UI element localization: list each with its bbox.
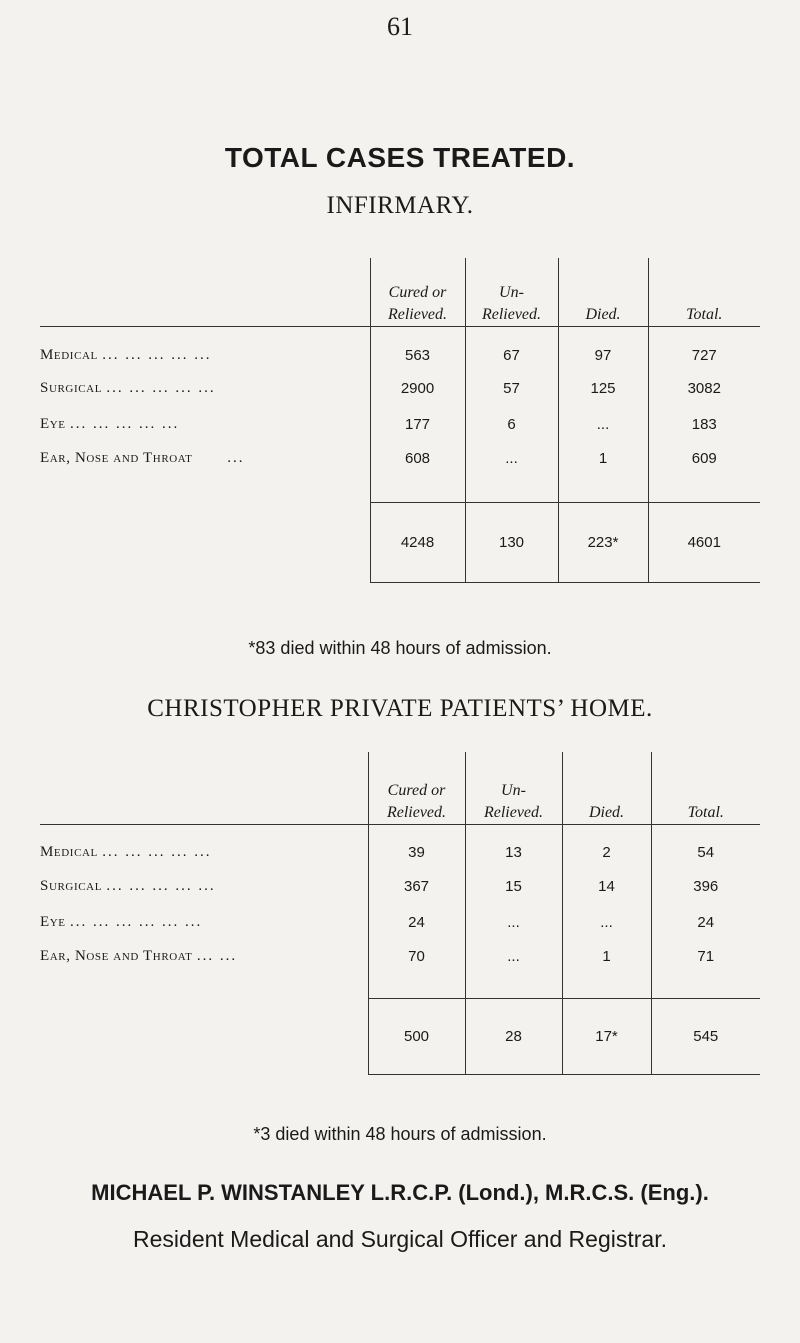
total-total: 4601 xyxy=(648,502,760,582)
cell-total: 396 xyxy=(651,868,760,904)
cell-cured: 367 xyxy=(368,868,465,904)
cell-unrelieved: 13 xyxy=(465,824,562,868)
header-died: Died. xyxy=(562,752,651,824)
page-title: TOTAL CASES TREATED. xyxy=(224,142,576,173)
row-label: Medical xyxy=(40,843,98,860)
cell-cured: 24 xyxy=(368,904,465,940)
cell-unrelieved: 15 xyxy=(465,868,562,904)
cell-cured: 2900 xyxy=(370,370,465,406)
christopher-footnote: *3 died within 48 hours of admission. xyxy=(253,1124,547,1144)
cell-total: 183 xyxy=(648,406,760,442)
total-cured: 500 xyxy=(368,998,465,1074)
table-row: Medical ... ... ... ... ... 39 13 2 54 xyxy=(40,824,760,868)
table-row: Surgical ... ... ... ... ... 367 15 14 396 xyxy=(40,868,760,904)
cell-total: 54 xyxy=(651,824,760,868)
cell-unrelieved: 6 xyxy=(465,406,558,442)
header-blank xyxy=(40,258,370,326)
totals-row xyxy=(40,998,760,1074)
table-row: Eye ... ... ... ... ... ... 24 ... ... 24 xyxy=(40,904,760,940)
table-row: Medical ... ... ... ... ... 563 67 97 727 xyxy=(40,326,760,370)
cell-died: 2 xyxy=(562,824,651,868)
table-row: Surgical ... ... ... ... ... 2900 57 125 3082 xyxy=(40,370,760,406)
cell-cured: 563 xyxy=(370,326,465,370)
cell-died: 97 xyxy=(558,326,648,370)
total-died: 17* xyxy=(562,998,651,1074)
cell-died: ... xyxy=(562,904,651,940)
cell-total: 609 xyxy=(648,442,760,502)
row-label: Surgical xyxy=(40,379,103,396)
signature-name: MICHAEL P. WINSTANLEY L.R.C.P. (Lond.), M.R.C.S. (Eng.). xyxy=(91,1180,709,1205)
infirmary-footnote: *83 died within 48 hours of admission. xyxy=(248,638,552,658)
cell-died: 1 xyxy=(562,940,651,998)
cell-total: 727 xyxy=(648,326,760,370)
table-row: Eye ... ... ... ... ... 177 6 ... 183 xyxy=(40,406,760,442)
cell-unrelieved: 57 xyxy=(465,370,558,406)
cell-died: 1 xyxy=(558,442,648,502)
cell-cured: 70 xyxy=(368,940,465,998)
total-unrelieved: 28 xyxy=(465,998,562,1074)
header-blank xyxy=(40,752,368,824)
christopher-table xyxy=(40,752,760,1075)
cell-unrelieved: ... xyxy=(465,940,562,998)
header-unrelieved: Un- Relieved. xyxy=(465,752,562,824)
infirmary-table xyxy=(40,258,760,583)
row-label: Ear, Nose and Throat xyxy=(40,450,193,466)
cell-unrelieved: ... xyxy=(465,442,558,502)
cell-cured: 39 xyxy=(368,824,465,868)
table-row: Ear, Nose and Throat ... 608 ... 1 609 xyxy=(40,442,760,502)
cell-unrelieved: ... xyxy=(465,904,562,940)
cell-cured: 177 xyxy=(370,406,465,442)
header-died: Died. xyxy=(558,258,648,326)
total-total: 545 xyxy=(651,998,760,1074)
signature-role: Resident Medical and Surgical Officer and Registrar. xyxy=(133,1226,667,1252)
christopher-title: CHRISTOPHER PRIVATE PATIENTS’ HOME. xyxy=(147,695,653,722)
header-total: Total. xyxy=(648,258,760,326)
cell-cured: 608 xyxy=(370,442,465,502)
cell-unrelieved: 67 xyxy=(465,326,558,370)
totals-row xyxy=(40,502,760,582)
total-cured: 4248 xyxy=(370,502,465,582)
header-cured: Cured or Relieved. xyxy=(370,258,465,326)
cell-total: 3082 xyxy=(648,370,760,406)
total-unrelieved: 130 xyxy=(465,502,558,582)
row-label: Ear, Nose and Throat xyxy=(40,948,193,964)
cell-died: 125 xyxy=(558,370,648,406)
row-label: Eye xyxy=(40,913,66,930)
header-cured: Cured or Relieved. xyxy=(368,752,465,824)
cell-total: 24 xyxy=(651,904,760,940)
page-number: 61 xyxy=(387,12,413,41)
row-label: Eye xyxy=(40,415,66,432)
row-label: Medical xyxy=(40,346,98,363)
total-died: 223* xyxy=(558,502,648,582)
header-total: Total. xyxy=(651,752,760,824)
infirmary-title: INFIRMARY. xyxy=(326,192,474,219)
cell-died: 14 xyxy=(562,868,651,904)
table-row: Ear, Nose and Throat ... ... 70 ... 1 71 xyxy=(40,940,760,998)
cell-died: ... xyxy=(558,406,648,442)
row-label: Surgical xyxy=(40,877,103,894)
cell-total: 71 xyxy=(651,940,760,998)
header-unrelieved: Un- Relieved. xyxy=(465,258,558,326)
